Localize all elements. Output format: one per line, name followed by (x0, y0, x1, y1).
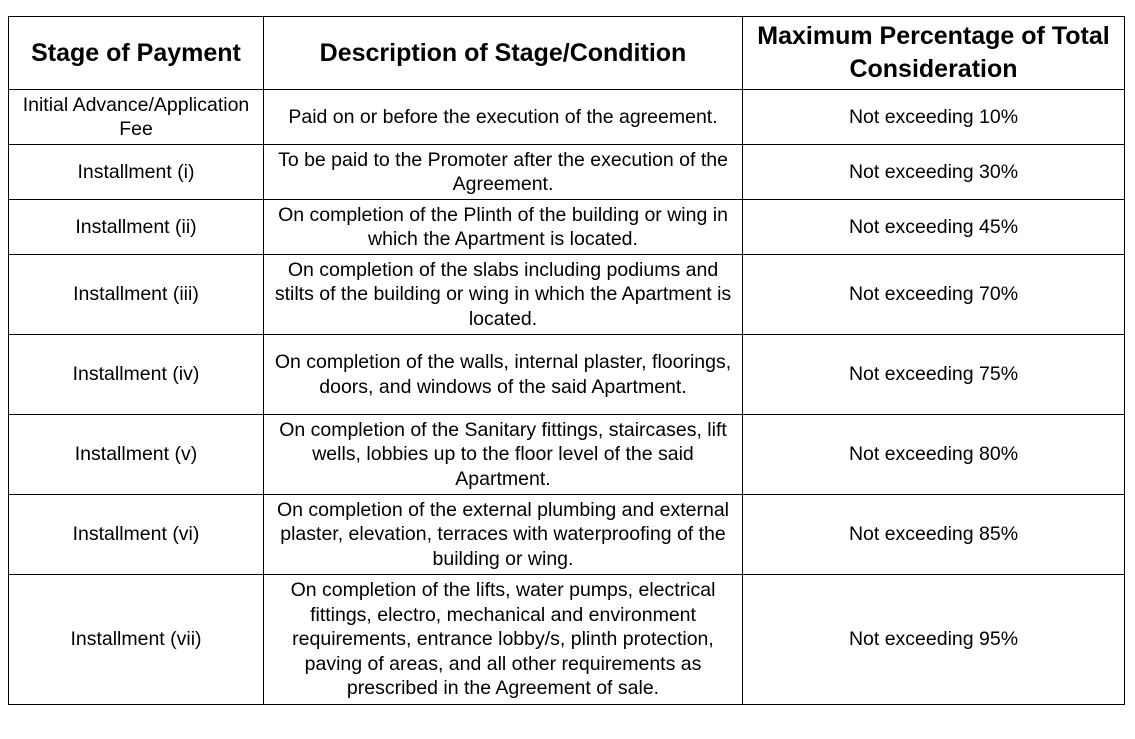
description-cell: To be paid to the Promoter after the execution of the Agreement. (264, 145, 743, 200)
description-cell: On completion of the lifts, water pumps, electrical fittings, electro, mechanical and environment requirements, entrance lobby/s, plinth protection, paving of areas, and all other requirements as prescribed in the Agreement of sale. (264, 575, 743, 705)
percentage-cell: Not exceeding 10% (743, 90, 1125, 145)
stage-cell: Installment (vii) (9, 575, 264, 705)
stage-cell: Installment (iv) (9, 335, 264, 415)
description-cell: On completion of the walls, internal plaster, floorings, doors, and windows of the said Apartment. (264, 335, 743, 415)
table-row (9, 145, 1125, 200)
table-row (9, 200, 1125, 255)
payment-schedule-container (8, 16, 1125, 705)
percentage-cell: Not exceeding 70% (743, 255, 1125, 335)
percentage-cell: Not exceeding 75% (743, 335, 1125, 415)
stage-cell: Installment (vi) (9, 495, 264, 575)
table-row (9, 415, 1125, 495)
stage-cell: Initial Advance/Application Fee (9, 90, 264, 145)
stage-cell: Installment (iii) (9, 255, 264, 335)
table-row (9, 495, 1125, 575)
description-cell: Paid on or before the execution of the agreement. (264, 90, 743, 145)
header-description: Description of Stage/Condition (264, 17, 743, 90)
percentage-cell: Not exceeding 30% (743, 145, 1125, 200)
stage-cell: Installment (ii) (9, 200, 264, 255)
table-row (9, 575, 1125, 705)
header-stage-of-payment: Stage of Payment (9, 17, 264, 90)
table-header-row (9, 17, 1125, 90)
description-cell: On completion of the Sanitary fittings, staircases, lift wells, lobbies up to the floor level of the said Apartment. (264, 415, 743, 495)
header-maximum-percentage: Maximum Percentage of Total Consideration (743, 17, 1125, 90)
table-row (9, 90, 1125, 145)
percentage-cell: Not exceeding 80% (743, 415, 1125, 495)
table-row (9, 255, 1125, 335)
percentage-cell: Not exceeding 95% (743, 575, 1125, 705)
percentage-cell: Not exceeding 45% (743, 200, 1125, 255)
description-cell: On completion of the external plumbing and external plaster, elevation, terraces with waterproofing of the building or wing. (264, 495, 743, 575)
description-cell: On completion of the slabs including podiums and stilts of the building or wing in which the Apartment is located. (264, 255, 743, 335)
description-cell: On completion of the Plinth of the building or wing in which the Apartment is located. (264, 200, 743, 255)
percentage-cell: Not exceeding 85% (743, 495, 1125, 575)
stage-cell: Installment (v) (9, 415, 264, 495)
table-row (9, 335, 1125, 415)
stage-cell: Installment (i) (9, 145, 264, 200)
payment-schedule-table (8, 16, 1125, 705)
